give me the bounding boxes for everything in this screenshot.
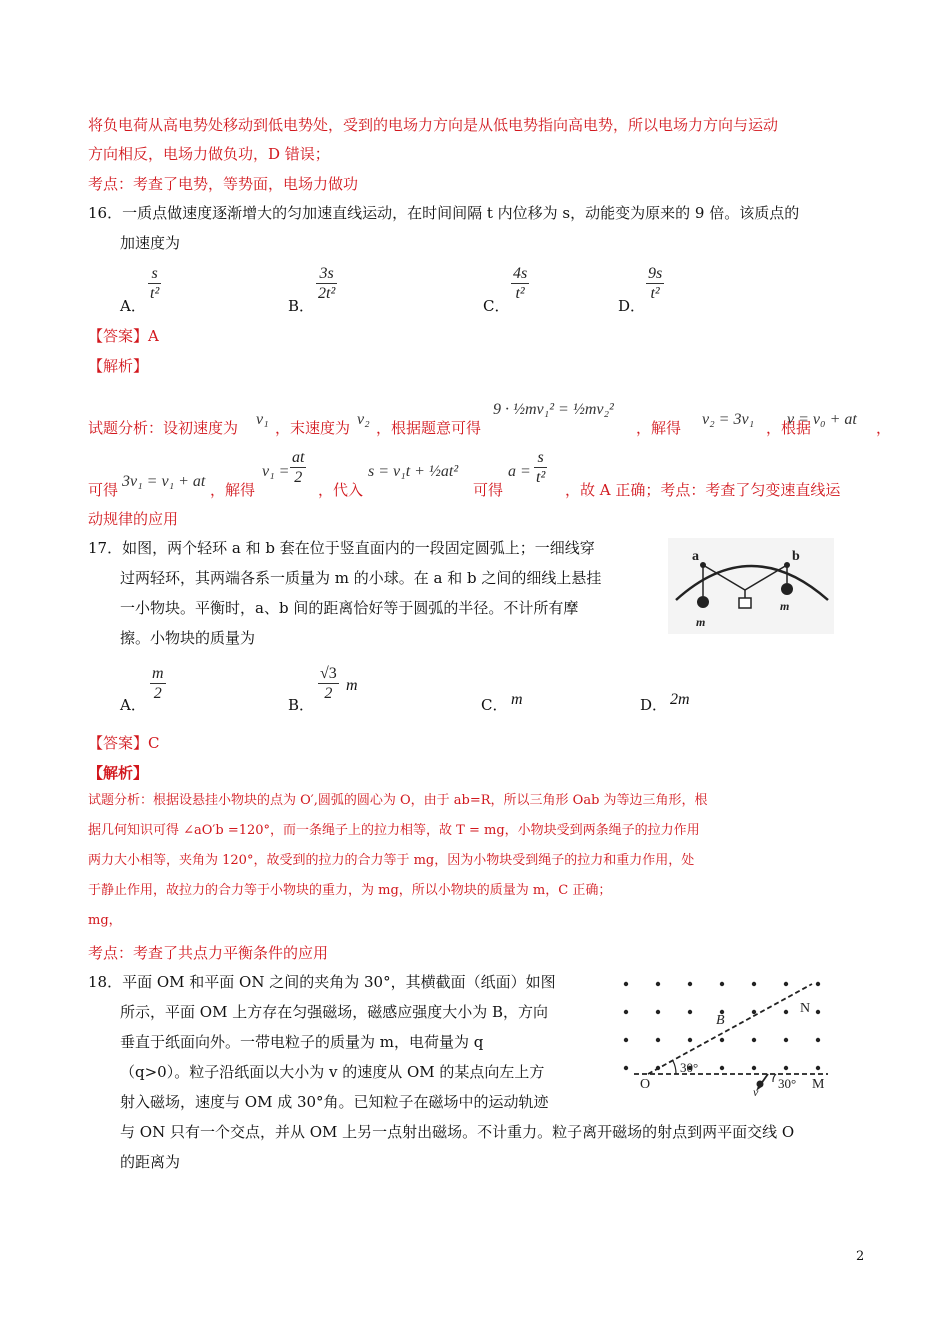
q17-option-b-fraction: [318, 664, 339, 703]
q15-text-line2: 方向相反，电场力做负功，D 错误；: [88, 145, 330, 163]
field-dot: [688, 982, 692, 986]
q17-option-a-num: m: [152, 665, 164, 682]
field-dot: [720, 1066, 724, 1070]
field-dot: [752, 1038, 756, 1042]
q18-stem-line3: 垂直于纸面向外。一带电粒子的质量为 m，电荷量为 q: [120, 1033, 484, 1051]
q17-ball-right: [781, 583, 793, 595]
q17-option-d-label: D．: [640, 696, 668, 714]
q17-stem-line4: 擦。小物块的质量为: [120, 629, 256, 647]
q16-eq5-lhs: v₁ =: [262, 463, 290, 480]
q17-label-m-right: m: [780, 599, 790, 613]
field-dot: [624, 1038, 628, 1042]
q16-option-b-fraction: [316, 264, 337, 303]
q16-sol2-c: ，代入: [318, 481, 364, 499]
q16-option-c-fraction: [511, 264, 529, 303]
q18-label-v: v: [753, 1085, 759, 1098]
q16-sol2-a: 可得: [88, 481, 119, 499]
q18-stem-line2: 所示，平面 OM 上方存在匀强磁场，磁感应强度大小为 B，方向: [120, 1003, 548, 1021]
q16-sol1-b: ，末速度为: [275, 419, 351, 437]
q17-kaodian: 考点：考查了共点力平衡条件的应用: [88, 944, 329, 962]
q16-option-c-label: C．: [483, 297, 510, 315]
q17-ball-left: [697, 596, 709, 608]
q16-option-a-fraction: [148, 264, 161, 303]
q16-analysis-header: 【解析】: [88, 357, 149, 375]
q18-stem-line7: 的距离为: [120, 1153, 181, 1171]
q16-eq4: 3v₁ = v₁ + at: [122, 473, 206, 490]
q16-answer: 【答案】A: [88, 327, 159, 345]
q17-figure: [668, 538, 834, 634]
q18-plane-on: [648, 984, 812, 1074]
field-dot: [816, 1038, 820, 1042]
field-dot: [624, 982, 628, 986]
field-dot: [688, 1038, 692, 1042]
q16-sol3: 动规律的应用: [88, 510, 179, 528]
q17-sol-line5: mg，: [88, 913, 122, 928]
field-dot: [784, 1010, 788, 1014]
q16-sol2-d: 可得: [473, 481, 504, 499]
field-dot: [784, 1038, 788, 1042]
q18-angle-label-o: 30°: [680, 1060, 699, 1075]
q16-option-c-num: 4s: [513, 265, 528, 282]
field-dot: [752, 982, 756, 986]
field-dot: [624, 1066, 628, 1070]
field-dot: [816, 982, 820, 986]
q17-option-a-fraction: [150, 664, 166, 703]
q16-eq7-lhs: a =: [508, 463, 531, 480]
q16-option-a-den: t²: [150, 285, 160, 302]
q17-label-a: a: [692, 549, 699, 564]
q16-sol1-e: ，根据: [766, 419, 812, 437]
q16-option-a-num: s: [151, 265, 158, 282]
q16-eq5-num: at: [292, 449, 305, 466]
q16-eq3: v = v₀ + at: [787, 411, 857, 428]
field-dot: [656, 982, 660, 986]
q16-eq7-den: t²: [536, 469, 546, 486]
q18-stem-line6: 与 ON 只有一个交点，并从 OM 上另一点射出磁场。不计重力。粒子离开磁场的射点到两平面交线 O: [120, 1123, 795, 1141]
q17-sol-line1: 试题分析：根据设悬挂小物块的点为 O′,圆弧的圆心为 O，由于 ab=R，所以三角形 Oab 为等边三角形，根: [88, 793, 708, 808]
q16-option-a-label: A．: [120, 297, 146, 315]
q18-stem-line5: 射入磁场，速度与 OM 成 30°角。已知粒子在磁场中的运动轨迹: [120, 1093, 549, 1111]
q17-sol-line4: 于静止作用，故拉力的合力等于小物块的重力，为 mg，所以小物块的质量为 m，C 正确；: [88, 883, 612, 898]
field-dot: [656, 1010, 660, 1014]
q17-label-m-left: m: [696, 615, 706, 629]
q16-option-d-num: 9s: [648, 265, 663, 282]
page-number: 2: [856, 1249, 865, 1264]
field-dot: [720, 1038, 724, 1042]
q16-eq6: s = v₁t + ½at²: [368, 463, 459, 480]
q17-option-b-label: B．: [288, 696, 315, 714]
q16-eq7-num: s: [537, 449, 544, 466]
field-dot: [816, 1066, 820, 1070]
q17-sol-line3: 两力大小相等，夹角为 120°，故受到的拉力的合力等于 mg，因为小物块受到绳子的拉力和重力作用，处: [88, 853, 695, 868]
q18-label-m: M: [812, 1077, 825, 1092]
q17-option-b-den: 2: [318, 683, 339, 703]
q17-option-c-label: C．: [481, 696, 508, 714]
q17-sol-line2: 据几何知识可得 ∠aO′b =120°，而一条绳子上的拉力相等，故 T = mg，小物块受到两条绳子的拉力作用: [88, 823, 700, 838]
q17-stem-line1: 17．如图，两个轻环 a 和 b 套在位于竖直面内的一段固定圆弧上；一细线穿: [88, 539, 595, 557]
q16-eq2: v₂ = 3v₁: [702, 411, 755, 428]
q16-option-b-label: B．: [288, 297, 315, 315]
field-dot: [688, 1010, 692, 1014]
q17-option-c-text: m: [511, 691, 523, 708]
q17-option-a-label: A．: [120, 696, 146, 714]
q16-eq1: 9 · ½mv₁² = ½mv₂²: [493, 401, 614, 418]
field-dot: [720, 982, 724, 986]
q16-sol2-b: ，解得: [210, 481, 256, 499]
q16-option-d-den: t²: [646, 283, 664, 303]
q18-label-n: N: [800, 1001, 811, 1016]
q16-sol1-v2: v₂: [357, 411, 370, 428]
q16-sol1-a: 试题分析：设初速度为: [88, 419, 239, 437]
field-dot: [656, 1038, 660, 1042]
q18-stem-line1: 18．平面 OM 和平面 ON 之间的夹角为 30°，其横截面（纸面）如图: [88, 973, 556, 991]
q16-sol1-c: ，根据题意可得: [376, 419, 482, 437]
q16-sol2-e: ，故 A 正确；考点：考查了匀变速直线运: [565, 481, 841, 499]
field-dot: [784, 1066, 788, 1070]
field-dot: [784, 982, 788, 986]
q16-option-d-fraction: [646, 264, 664, 303]
q18-angle-label-v: 30°: [778, 1076, 797, 1091]
field-dot: [816, 1010, 820, 1014]
q17-small-block: [739, 598, 751, 608]
q16-eq7-fraction: [534, 448, 547, 487]
q17-option-b-suffix: m: [346, 677, 358, 694]
q17-analysis-header: 【解析】: [88, 764, 149, 782]
q17-stem-line3: 一小物块。平衡时，a、b 间的距离恰好等于圆弧的半径。不计所有摩: [120, 599, 579, 617]
q16-eq5-fraction: [290, 448, 306, 487]
q17-option-b-num: √3: [320, 665, 337, 682]
q16-option-c-den: t²: [511, 283, 529, 303]
field-dot: [624, 1010, 628, 1014]
field-dot: [752, 1066, 756, 1070]
q16-stem-line2: 加速度为: [120, 234, 181, 252]
q16-eq5-den: 2: [290, 467, 306, 487]
q15-text-line1: 将负电荷从高电势处移动到低电势处，受到的电场力方向是从低电势指向高电势，所以电场力方向与运动: [88, 116, 779, 134]
q17-option-d-text: 2m: [670, 691, 690, 708]
q18-label-b: B: [716, 1013, 725, 1028]
q17-answer: 【答案】C: [88, 734, 160, 752]
q18-angle-arc-v: [773, 1074, 776, 1082]
q16-sol1-d: ，解得: [636, 419, 682, 437]
q18-stem-line4: （q>0）。粒子沿纸面以大小为 v 的速度从 OM 的某点向左上方: [120, 1063, 545, 1081]
q18-angle-arc-o: [673, 1061, 676, 1074]
field-dot: [752, 1010, 756, 1014]
q16-option-b-num: 3s: [319, 265, 334, 282]
q17-stem-line2: 过两轻环，其两端各系一质量为 m 的小球。在 a 和 b 之间的细线上悬挂: [120, 569, 602, 587]
q18-figure: [612, 972, 842, 1098]
q16-option-d-label: D．: [618, 297, 646, 315]
q18-label-o: O: [640, 1077, 651, 1092]
q16-stem-line1: 16．一质点做速度逐渐增大的匀加速直线运动，在时间间隔 t 内位移为 s，动能变为原来的 9 倍。该质点的: [88, 204, 800, 222]
q15-kaodian: 考点：考查了电势，等势面，电场力做功: [88, 175, 359, 193]
q16-sol1-v1: v₁: [256, 411, 269, 428]
q16-option-b-den: 2t²: [318, 285, 336, 302]
q17-option-a-den: 2: [150, 683, 166, 703]
q16-sol1-f: ，: [876, 419, 892, 437]
q17-label-b: b: [792, 549, 800, 564]
